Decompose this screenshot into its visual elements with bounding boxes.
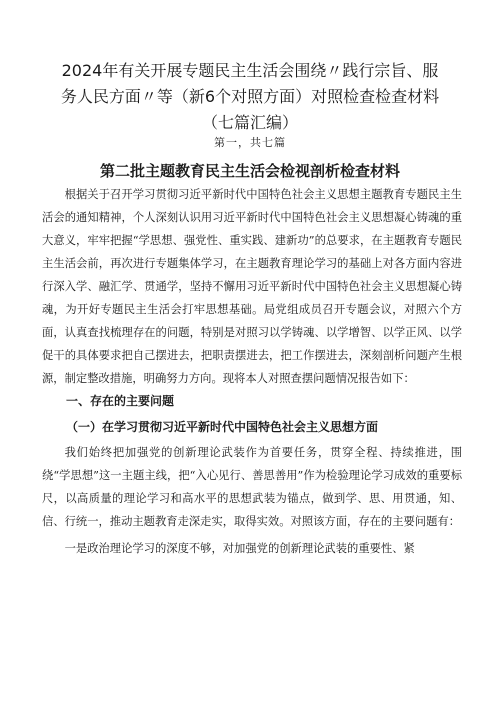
document-title: 2024年有关开展专题民主生活会围绕〃践行宗旨、服务人民方面〃等（新6个对照方面）对照检查检查材料（七篇汇编） [60, 61, 440, 132]
body-paragraph: 一是政治理论学习的深度不够，对加强党的创新理论武装的重要性、紧 [64, 542, 415, 555]
intro-paragraph: 根据关于召开学习贯彻习近平新时代中国特色社会主义思想主题教育专题民主生活会的通知精神，个人深刻认识用习近平新时代中国特色社会主义思想凝心铸魂的重大意义，牢牢把握“学思想、强党性、重实践、建新功”的总要求，在主题教育专题民主生活会前，再次进行专题集体学习，在主题教育理论学习的基础上对各方面内容进行深入学、融汇学、贯通学，坚持不懈用习近平新时代中国特色社会主义思想凝心铸魂，为开好专题民主生活会打牢思想基础。局党组成员召开专题会议，对照六个方面，认真查找梳理存在的问题，特别是对照习以学铸魂、以学增智、以学正风、以学促干的具体要求把自己摆进去，把职责摆进去，把工作摆进去，深刻剖析问题产生根源，制定整改措施，明确努力方向。现将本人对照查摆问题情况报告如下： [42, 188, 462, 385]
article-title: 第二批主题教育民主生活会检视剖析检查材料 [99, 162, 400, 180]
part-label: 第一，共七篇 [214, 136, 286, 149]
document-body [42, 183, 462, 560]
section-heading: 一、存在的主要问题 [66, 394, 175, 408]
subsection-heading: （一）在学习贯彻习近平新时代中国特色社会主义思想方面 [66, 420, 379, 434]
body-paragraph: 我们始终把加强党的创新理论武装作为首要任务，贯穿全程、持续推进，围绕“学思想”这一主题主线，把“入心见行、善思善用”作为检验理论学习成效的重要标尺，以高质量的理论学习和高水平的思想武装为锚点，做到学、思、用贯通，知、信、行统一，推动主题教育走深走实，取得实效。对照该方面，存在的主要问题有： [42, 446, 462, 528]
